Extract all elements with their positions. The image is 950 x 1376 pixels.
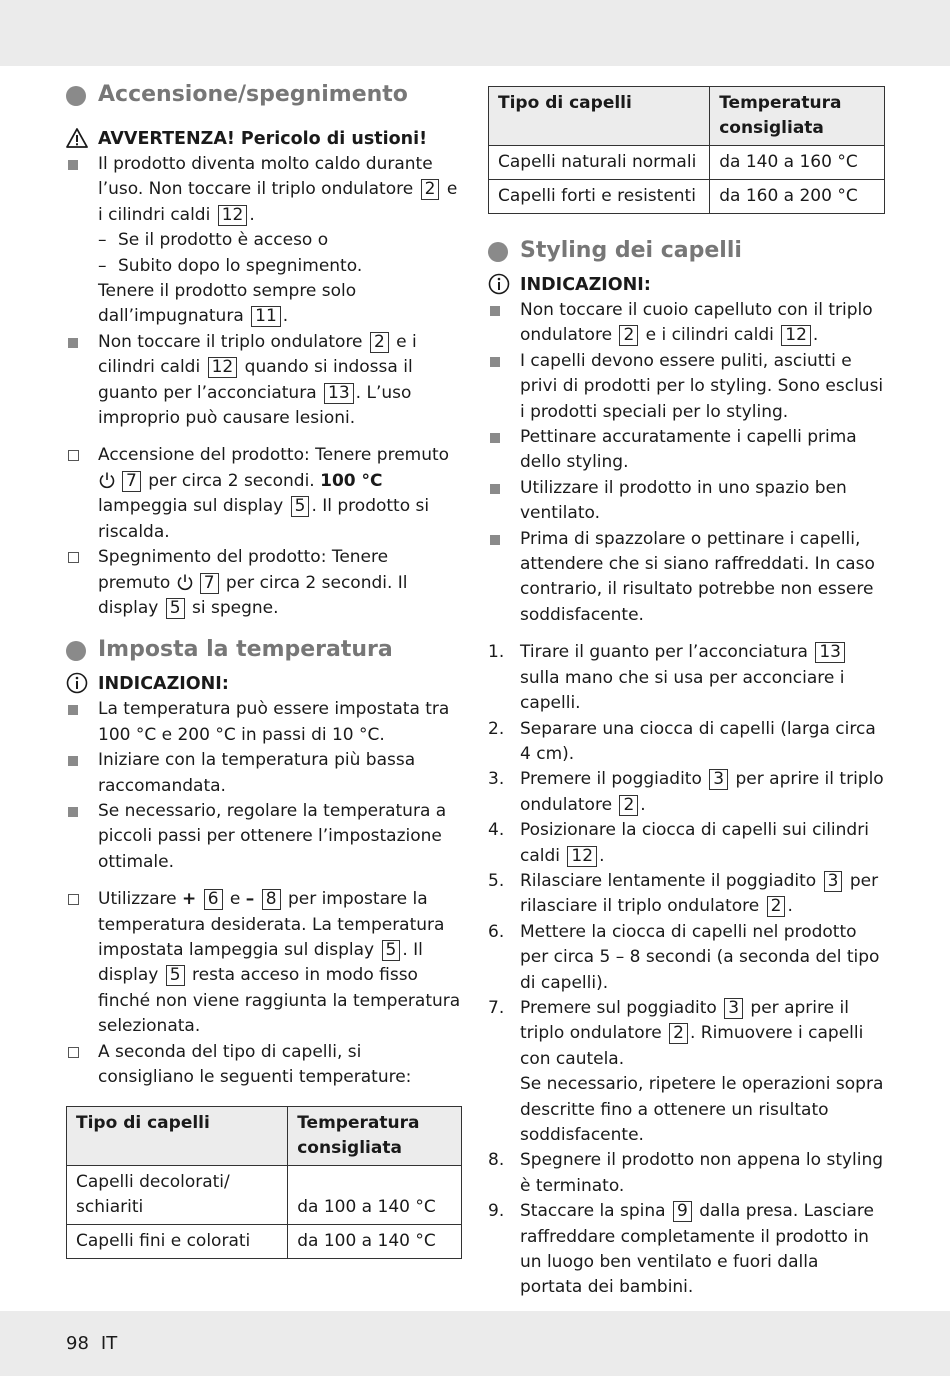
numbered-step: 1. Tirare il guanto per l’acconciatura 13 sulla mano che si usa per acconciare i capelli. [488,642,845,714]
footer-band [0,1311,950,1376]
step-item: A seconda del tipo di capelli, si consigliano le seguenti temperature: [66,1040,462,1091]
step-item: Spegnimento del prodotto: Tenere premuto 7 per circa 2 secondi. Il display 5 si spegne. [66,545,462,621]
square-bullet-icon [490,535,500,545]
note-item: La temperatura può essere impostata tra 100 °C e 200 °C in passi di 10 °C. [66,697,462,748]
part-ref: 7 [200,573,219,594]
numbered-step: 7. Premere sul poggiadito 3 per aprire il triplo ondulatore 2 . Rimuovere i capelli con cautela. Se necessario, ripetere le operazioni sopra descritte fino a ottenere un risultato soddisfacente. [488,997,884,1145]
numbered-step: 4. Posizionare la ciocca di capelli sui cilindri caldi 12 . [488,820,869,866]
checkbox-bullet-icon [68,1047,79,1058]
sub-item: – Se il prodotto è acceso o [98,230,329,251]
numbered-step: 6. Mettere la ciocca di capelli nel prodotto per circa 5 – 8 secondi (a seconda del tipo di capelli). [488,921,880,993]
square-bullet-icon [490,357,500,367]
power-icon [176,573,194,591]
info-icon [488,273,510,295]
table-header: Temperatura consigliata [710,87,885,146]
square-bullet-icon [68,160,78,170]
square-bullet-icon [68,807,78,817]
part-ref: 5 [166,598,185,619]
part-ref: 5 [166,965,185,986]
power-icon [98,471,116,489]
square-bullet-icon [490,484,500,494]
note-item: Non toccare il cuoio capelluto con il triplo ondulatore 2 e i cilindri caldi 12 . [488,298,886,349]
checkbox-bullet-icon [68,552,79,563]
page-number: 98 [66,1333,89,1354]
note-item: Utilizzare il prodotto in uno spazio ben ventilato. [488,476,886,527]
part-ref: 12 [208,357,238,378]
warning-item: Il prodotto diventa molto caldo durante l’uso. Non toccare il triplo ondulatore 2 e i cilindri caldi 12 . – Se il prodotto è acceso o – Subito dopo lo spegnimento. Tenere il prodotto sempre solo dall’impugnatura 11 . [66,152,462,330]
numbered-step: 5. Rilasciare lentamente il poggiadito 3 per rilasciare il triplo ondulatore 2 . [488,870,879,917]
section-title-temperature: Imposta la temperatura [66,635,462,665]
part-ref: 2 [370,332,389,353]
section-title-styling: Styling dei capelli [488,236,886,266]
left-column [66,80,462,1259]
table-row: Capelli forti e resistenti da 160 a 200 °C [489,180,885,214]
warning-triangle-icon [66,127,88,149]
checkbox-bullet-icon [68,894,79,905]
part-ref: 5 [382,940,401,961]
numbered-step: 2. Separare una ciocca di capelli (larga circa 4 cm). [488,718,876,764]
part-ref: 11 [251,306,281,327]
part-ref: 9 [673,1201,692,1222]
part-ref: 2 [619,325,638,346]
square-bullet-icon [490,433,500,443]
bullet-dot-icon [66,86,86,106]
warning-heading: AVVERTENZA! Pericolo di ustioni! [66,126,462,152]
language-code: IT [100,1333,118,1354]
note-item: Prima di spazzolare o pettinare i capelli, attendere che si siano raffreddati. In caso contrario, il risultato potrebbe non essere soddisfacente. [488,527,886,629]
numbered-step: 3. Premere il poggiadito 3 per aprire il triplo ondulatore 2 . [488,769,884,815]
table-header: Temperatura consigliata [288,1107,462,1166]
header-band [0,0,950,66]
part-ref: 2 [767,896,786,917]
note-item: Se necessario, regolare la temperatura a piccoli passi per ottenere l’impostazione ottimale. [66,799,462,875]
part-ref: 3 [709,769,728,790]
table-row: Capelli decolorati/ schiariti da 100 a 140 °C [67,1166,462,1225]
square-bullet-icon [68,338,78,348]
part-ref: 12 [218,205,248,226]
sub-item: – Subito dopo lo spegnimento. [98,255,363,276]
bullet-dot-icon [66,641,86,661]
section-title-power: Accensione/spegnimento [66,80,462,110]
table-row: Capelli fini e colorati da 100 a 140 °C [67,1225,462,1259]
part-ref: 13 [324,383,354,404]
part-ref: 13 [815,642,845,663]
note-item: I capelli devono essere puliti, asciutti e privi di prodotti per lo styling. Sono esclusi i prodotti speciali per lo styling. [488,349,886,425]
warning-item: Non toccare il triplo ondulatore 2 e i cilindri caldi 12 quando si indossa il guanto per l’acconciatura 13 . L’uso improprio può causare lesioni. [66,330,462,432]
step-item: Accensione del prodotto: Tenere premuto 7 per circa 2 secondi. 100 °C lampeggia sul display 5 . Il prodotto si riscalda. [66,443,462,545]
bullet-dot-icon [488,242,508,262]
part-ref: 7 [122,471,141,492]
part-ref: 2 [619,795,638,816]
checkbox-bullet-icon [68,450,79,461]
numbered-step: 8. Spegnere il prodotto non appena lo styling è terminato. [488,1150,884,1196]
info-icon [66,672,88,694]
note-item: Pettinare accuratamente i capelli prima dello styling. [488,425,886,476]
info-heading: INDICAZIONI: [488,272,886,298]
info-heading: INDICAZIONI: [66,671,462,697]
table-header: Tipo di capelli [489,87,710,146]
part-ref: 2 [669,1023,688,1044]
part-ref: 2 [421,179,440,200]
part-ref: 6 [204,889,223,910]
step-item: Utilizzare + 6 e – 8 per impostare la temperatura desiderata. La temperatura impostata lampeggia sul display 5 . Il display 5 resta acceso in modo fisso finché non viene raggiunta la temperatura selezionata. [66,887,462,1039]
temperature-table [66,1106,462,1259]
square-bullet-icon [490,306,500,316]
part-ref: 3 [824,871,843,892]
numbered-step: 9. Staccare la spina 9 dalla presa. Lasciare raffreddare completamente il prodotto in un luogo ben ventilato e fuori dalla portata dei bambini. [488,1201,874,1298]
part-ref: 12 [567,846,597,867]
temperature-table [488,86,885,214]
part-ref: 5 [291,496,310,517]
square-bullet-icon [68,705,78,715]
note-item: Iniziare con la temperatura più bassa raccomandata. [66,748,462,799]
table-header: Tipo di capelli [67,1107,288,1166]
right-column [488,86,886,1301]
page-footer [66,1333,129,1354]
table-row: Capelli naturali normali da 140 a 160 °C [489,146,885,180]
part-ref: 8 [262,889,281,910]
part-ref: 3 [724,998,743,1019]
square-bullet-icon [68,756,78,766]
part-ref: 12 [781,325,811,346]
